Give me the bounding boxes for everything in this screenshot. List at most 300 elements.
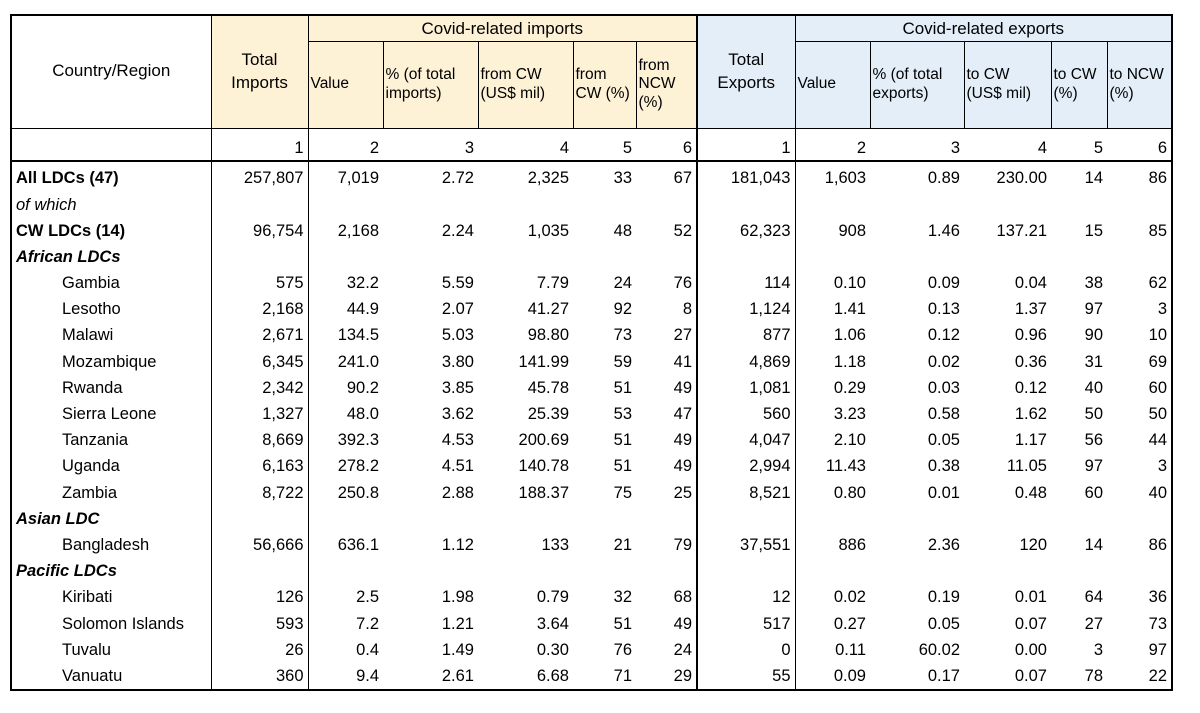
imports-cell-6: 49	[636, 611, 697, 637]
exports-cell-4	[964, 558, 1051, 584]
imports-cell-3: 1.21	[441, 614, 474, 633]
exports-column-number-3: 3	[870, 128, 964, 161]
exports-cell-4: 0.00	[1014, 640, 1047, 659]
exports-cell-5: 78	[1051, 663, 1107, 690]
exports-cell-5: 40	[1084, 378, 1103, 397]
imports-cell-3: 4.51	[441, 457, 474, 476]
imports-cell-1: 6,163	[211, 454, 308, 480]
imports-cell-3: 5.59	[441, 274, 474, 293]
exports-cell-2: 1,603	[824, 169, 866, 188]
exports-cell-5: 60	[1084, 483, 1103, 502]
imports-cell-5: 92	[613, 300, 632, 319]
imports-cell-1: 360	[211, 663, 308, 690]
imports-cell-4: 0.30	[536, 640, 569, 659]
row-label: Tuvalu	[11, 637, 211, 663]
column-number-blank	[11, 128, 211, 161]
exports-column-number-2: 2	[795, 128, 870, 161]
imports-cell-5: 51	[613, 378, 632, 397]
exports-cell-3: 0.02	[927, 352, 960, 371]
imports-cell-3	[383, 244, 478, 270]
table-row	[11, 532, 1172, 558]
imports-cell-1: 593	[211, 611, 308, 637]
imports-cell-2: 241.0	[337, 352, 379, 371]
exports-cell-5: 64	[1084, 588, 1103, 607]
exports-cell-2	[795, 244, 870, 270]
exports-cell-5	[1051, 192, 1107, 218]
exports-cell-6: 69	[1107, 349, 1172, 375]
imports-cell-6: 49	[636, 454, 697, 480]
imports-cell-5	[573, 244, 636, 270]
exports-cell-2: 0.09	[795, 663, 870, 690]
exports-cell-4: 0.96	[1014, 326, 1047, 345]
exports-cell-5: 14	[1084, 535, 1103, 554]
exports-cell-5	[1051, 244, 1107, 270]
exports-cell-6: 86	[1107, 166, 1172, 192]
exports-cell-1	[697, 244, 795, 270]
exports-cell-2: 0.10	[833, 274, 866, 293]
imports-cell-2: 250.8	[337, 483, 379, 502]
exports-cell-1: 560	[697, 401, 795, 427]
imports-subheader-2: % (of total imports)	[383, 41, 478, 128]
exports-cell-6: 22	[1107, 663, 1172, 690]
imports-subheader-3: from CW (US$ mil)	[478, 41, 573, 128]
exports-cell-2: 0.29	[833, 378, 866, 397]
exports-cell-3: 0.58	[927, 405, 960, 424]
exports-cell-2: 908	[838, 221, 866, 240]
imports-cell-6: 41	[636, 349, 697, 375]
imports-cell-1	[211, 558, 308, 584]
exports-cell-1	[697, 558, 795, 584]
exports-cell-4: 11.05	[1006, 457, 1047, 476]
imports-column-number-2: 2	[308, 128, 383, 161]
exports-cell-1: 55	[697, 663, 795, 690]
row-label: African LDCs	[11, 244, 211, 270]
imports-cell-5: 53	[613, 405, 632, 424]
exports-cell-3: 0.38	[927, 457, 960, 476]
exports-column-number-1: 1	[697, 128, 795, 161]
exports-cell-5: 56	[1084, 431, 1103, 450]
exports-cell-6: 97	[1107, 637, 1172, 663]
imports-cell-5: 48	[613, 221, 632, 240]
exports-cell-4: 0.01	[1014, 588, 1047, 607]
exports-cell-4: 0.07	[964, 663, 1051, 690]
exports-cell-1: 8,521	[697, 480, 795, 506]
imports-cell-4	[478, 506, 573, 532]
exports-cell-5: 50	[1084, 405, 1103, 424]
header-total-imports: Total Imports	[211, 15, 308, 128]
row-label: Malawi	[11, 323, 211, 349]
exports-cell-5: 38	[1084, 274, 1103, 293]
exports-cell-4: 1.62	[1014, 405, 1047, 424]
exports-cell-5	[1051, 558, 1107, 584]
imports-cell-6	[636, 558, 697, 584]
exports-subheader-4: to CW (%)	[1051, 41, 1107, 128]
row-label: Uganda	[11, 454, 211, 480]
imports-cell-5: 51	[613, 457, 632, 476]
table-row	[11, 270, 1172, 296]
imports-cell-6: 79	[636, 532, 697, 558]
imports-column-number-5: 5	[573, 128, 636, 161]
imports-cell-2: 636.1	[337, 535, 379, 554]
exports-cell-4: 230.00	[996, 169, 1047, 188]
imports-cell-2	[308, 506, 383, 532]
row-label: Rwanda	[11, 375, 211, 401]
imports-cell-1: 96,754	[211, 218, 308, 244]
row-label: Vanuatu	[11, 663, 211, 690]
imports-cell-6: 29	[636, 663, 697, 690]
exports-cell-6: 50	[1107, 401, 1172, 427]
imports-cell-5: 71	[573, 663, 636, 690]
imports-cell-2: 48.0	[346, 405, 379, 424]
imports-cell-4	[478, 244, 573, 270]
imports-cell-5: 32	[613, 588, 632, 607]
table-row	[11, 192, 1172, 218]
exports-column-number-5: 5	[1051, 128, 1107, 161]
exports-cell-5: 14	[1084, 169, 1103, 188]
table-row	[11, 166, 1172, 192]
exports-cell-5: 97	[1084, 300, 1103, 319]
exports-cell-4	[964, 192, 1051, 218]
imports-cell-6: 67	[636, 166, 697, 192]
exports-cell-6: 10	[1107, 323, 1172, 349]
exports-cell-6: 36	[1107, 585, 1172, 611]
exports-subheader-2: % (of total exports)	[870, 41, 964, 128]
imports-cell-2: 32.2	[346, 274, 379, 293]
imports-cell-3: 5.03	[441, 326, 474, 345]
imports-cell-5: 75	[613, 483, 632, 502]
imports-cell-4: 45.78	[527, 378, 569, 397]
header-covid-exports: Covid-related exports	[795, 15, 1172, 41]
exports-cell-6: 86	[1107, 532, 1172, 558]
imports-cell-3: 1.98	[441, 588, 474, 607]
exports-cell-2	[795, 558, 870, 584]
imports-cell-5	[573, 506, 636, 532]
imports-cell-6: 68	[636, 585, 697, 611]
imports-cell-2: 9.4	[308, 663, 383, 690]
exports-cell-3: 0.12	[927, 326, 960, 345]
exports-cell-6: 62	[1107, 270, 1172, 296]
imports-cell-5: 51	[613, 614, 632, 633]
row-label: All LDCs (47)	[11, 166, 211, 192]
imports-cell-3: 3.80	[441, 352, 474, 371]
exports-cell-6: 85	[1107, 218, 1172, 244]
imports-subheader-5: from NCW (%)	[636, 41, 697, 128]
imports-column-number-6: 6	[636, 128, 697, 161]
exports-cell-5: 3	[1093, 640, 1103, 659]
exports-cell-4	[964, 506, 1051, 532]
exports-column-number-4: 4	[964, 128, 1051, 161]
imports-cell-4: 188.37	[518, 483, 569, 502]
exports-cell-5	[1051, 506, 1107, 532]
row-label: Asian LDC	[11, 506, 211, 532]
exports-cell-5: 90	[1084, 326, 1103, 345]
exports-cell-2: 886	[838, 535, 866, 554]
imports-cell-1: 6,345	[211, 349, 308, 375]
table-row	[11, 663, 1172, 690]
imports-cell-5	[573, 192, 636, 218]
imports-cell-2	[308, 558, 383, 584]
imports-cell-3: 2.24	[441, 221, 474, 240]
exports-cell-2	[795, 192, 870, 218]
imports-cell-2: 2,168	[337, 221, 379, 240]
exports-cell-2: 1.18	[833, 352, 866, 371]
exports-cell-6	[1107, 558, 1172, 584]
imports-cell-4: 25.39	[527, 405, 569, 424]
imports-cell-3: 2.07	[441, 300, 474, 319]
table-row	[11, 558, 1172, 584]
imports-cell-2: 278.2	[337, 457, 379, 476]
exports-cell-3	[870, 558, 964, 584]
exports-column-number-6: 6	[1107, 128, 1172, 161]
exports-cell-1: 1,124	[697, 296, 795, 322]
table-row	[11, 585, 1172, 611]
row-label: Tanzania	[11, 427, 211, 453]
row-label: Mozambique	[11, 349, 211, 375]
exports-cell-4: 0.12	[1014, 378, 1047, 397]
imports-cell-1: 8,669	[211, 427, 308, 453]
imports-column-number-3: 3	[383, 128, 478, 161]
exports-cell-6: 73	[1107, 611, 1172, 637]
imports-cell-2: 44.9	[346, 300, 379, 319]
imports-cell-4	[478, 558, 573, 584]
exports-cell-1: 1,081	[697, 375, 795, 401]
exports-cell-3: 2.36	[927, 535, 960, 554]
exports-cell-2: 2.10	[833, 431, 866, 450]
imports-cell-1: 8,722	[211, 480, 308, 506]
exports-cell-5: 27	[1084, 614, 1103, 633]
exports-cell-3: 60.02	[918, 640, 960, 659]
imports-cell-2	[308, 192, 383, 218]
imports-cell-6: 24	[636, 637, 697, 663]
imports-cell-3: 2.88	[441, 483, 474, 502]
imports-cell-6: 76	[636, 270, 697, 296]
exports-cell-5: 31	[1084, 352, 1103, 371]
imports-cell-1: 2,168	[211, 296, 308, 322]
row-label: Zambia	[11, 480, 211, 506]
header-covid-imports: Covid-related imports	[308, 15, 697, 41]
table-row	[11, 218, 1172, 244]
imports-cell-6	[636, 244, 697, 270]
imports-subheader-1: Value	[308, 41, 383, 128]
imports-cell-4: 41.27	[527, 300, 569, 319]
table-row	[11, 480, 1172, 506]
exports-subheader-1: Value	[795, 41, 870, 128]
imports-cell-6: 52	[636, 218, 697, 244]
exports-cell-2: 0.02	[833, 588, 866, 607]
exports-cell-1	[697, 506, 795, 532]
exports-cell-1: 114	[697, 270, 795, 296]
imports-cell-4: 0.79	[536, 588, 569, 607]
table-row	[11, 349, 1172, 375]
table-row	[11, 323, 1172, 349]
exports-cell-3: 0.17	[870, 663, 964, 690]
imports-cell-5: 59	[613, 352, 632, 371]
table-row	[11, 244, 1172, 270]
imports-cell-1: 2,671	[211, 323, 308, 349]
imports-cell-1: 56,666	[211, 532, 308, 558]
exports-subheader-3: to CW (US$ mil)	[964, 41, 1051, 128]
exports-cell-4: 0.48	[1014, 483, 1047, 502]
exports-cell-1: 877	[697, 323, 795, 349]
exports-cell-3: 0.03	[927, 378, 960, 397]
imports-cell-2	[308, 244, 383, 270]
exports-cell-6: 3	[1107, 296, 1172, 322]
imports-cell-3: 1.49	[441, 640, 474, 659]
imports-cell-4: 140.78	[518, 457, 569, 476]
exports-cell-4: 1.17	[1014, 431, 1047, 450]
imports-cell-6: 25	[636, 480, 697, 506]
imports-cell-3: 2.72	[441, 169, 474, 188]
exports-cell-4: 0.04	[1014, 274, 1047, 293]
imports-column-number-4: 4	[478, 128, 573, 161]
exports-cell-1: 181,043	[697, 166, 795, 192]
exports-cell-6	[1107, 506, 1172, 532]
row-label: of which	[11, 192, 211, 218]
imports-cell-3: 2.61	[383, 663, 478, 690]
imports-cell-3	[383, 506, 478, 532]
covid-trade-table	[10, 14, 1173, 691]
table-row	[11, 375, 1172, 401]
imports-cell-4: 6.68	[478, 663, 573, 690]
exports-cell-6: 3	[1107, 454, 1172, 480]
imports-cell-3: 3.62	[441, 405, 474, 424]
exports-cell-3: 0.01	[927, 483, 960, 502]
header-country-region: Country/Region	[11, 15, 211, 128]
imports-cell-6: 49	[636, 427, 697, 453]
imports-cell-1: 126	[211, 585, 308, 611]
imports-cell-1	[211, 506, 308, 532]
exports-cell-4: 137.21	[996, 221, 1047, 240]
exports-cell-3: 0.05	[927, 431, 960, 450]
imports-cell-2: 7.2	[356, 614, 379, 633]
imports-cell-4: 1,035	[527, 221, 569, 240]
table-row	[11, 611, 1172, 637]
exports-cell-1: 0	[697, 637, 795, 663]
imports-cell-5	[573, 558, 636, 584]
exports-cell-3: 0.09	[927, 274, 960, 293]
exports-cell-2: 0.80	[833, 483, 866, 502]
imports-cell-1: 26	[211, 637, 308, 663]
exports-cell-2: 1.41	[833, 300, 866, 319]
exports-cell-1: 4,047	[697, 427, 795, 453]
imports-cell-6	[636, 506, 697, 532]
imports-cell-2: 392.3	[337, 431, 379, 450]
exports-cell-5: 15	[1084, 221, 1103, 240]
table-row	[11, 427, 1172, 453]
row-label: Gambia	[11, 270, 211, 296]
exports-cell-1: 62,323	[697, 218, 795, 244]
exports-cell-3	[870, 506, 964, 532]
imports-cell-3	[383, 192, 478, 218]
exports-cell-1: 12	[697, 585, 795, 611]
exports-cell-2: 0.27	[833, 614, 866, 633]
exports-cell-1: 4,869	[697, 349, 795, 375]
exports-cell-1: 2,994	[697, 454, 795, 480]
imports-cell-4: 3.64	[536, 614, 569, 633]
exports-cell-3: 0.13	[927, 300, 960, 319]
exports-cell-4: 0.07	[1014, 614, 1047, 633]
imports-cell-4: 133	[541, 535, 569, 554]
imports-cell-4: 200.69	[518, 431, 569, 450]
imports-subheader-4: from CW (%)	[573, 41, 636, 128]
exports-cell-3: 0.19	[927, 588, 960, 607]
imports-cell-4: 2,325	[527, 169, 569, 188]
exports-cell-3	[870, 244, 964, 270]
imports-cell-1	[211, 192, 308, 218]
exports-cell-5: 97	[1084, 457, 1103, 476]
row-label: CW LDCs (14)	[11, 218, 211, 244]
imports-cell-5: 24	[613, 274, 632, 293]
imports-cell-6	[636, 192, 697, 218]
exports-cell-4	[964, 244, 1051, 270]
imports-cell-5: 76	[613, 640, 632, 659]
imports-cell-3: 4.53	[441, 431, 474, 450]
imports-cell-3: 1.12	[441, 535, 474, 554]
imports-cell-5: 21	[613, 535, 632, 554]
imports-cell-4: 141.99	[518, 352, 569, 371]
exports-cell-1: 517	[697, 611, 795, 637]
exports-cell-2: 11.43	[825, 457, 866, 476]
imports-cell-1: 2,342	[211, 375, 308, 401]
exports-cell-2	[795, 506, 870, 532]
imports-cell-6: 8	[636, 296, 697, 322]
imports-cell-5: 51	[613, 431, 632, 450]
imports-cell-5: 33	[613, 169, 632, 188]
row-label: Lesotho	[11, 296, 211, 322]
exports-cell-3	[870, 192, 964, 218]
imports-column-number-1: 1	[211, 128, 308, 161]
imports-cell-4: 7.79	[536, 274, 569, 293]
imports-cell-6: 47	[636, 401, 697, 427]
exports-cell-1	[697, 192, 795, 218]
imports-cell-3: 3.85	[441, 378, 474, 397]
imports-cell-2: 90.2	[346, 378, 379, 397]
exports-cell-2: 1.06	[833, 326, 866, 345]
exports-cell-3: 0.05	[927, 614, 960, 633]
imports-cell-1: 1,327	[211, 401, 308, 427]
exports-cell-1: 37,551	[697, 532, 795, 558]
exports-cell-6	[1107, 192, 1172, 218]
imports-cell-2: 134.5	[337, 326, 379, 345]
exports-cell-6	[1107, 244, 1172, 270]
row-label: Bangladesh	[11, 532, 211, 558]
row-label: Solomon Islands	[11, 611, 211, 637]
imports-cell-4: 98.80	[527, 326, 569, 345]
imports-cell-2: 2.5	[356, 588, 379, 607]
row-label: Kiribati	[11, 585, 211, 611]
imports-cell-2: 0.4	[356, 640, 379, 659]
exports-cell-2: 3.23	[833, 405, 866, 424]
table-row	[11, 296, 1172, 322]
imports-cell-3	[383, 558, 478, 584]
exports-cell-6: 40	[1107, 480, 1172, 506]
table-row	[11, 637, 1172, 663]
exports-cell-4: 120	[1019, 535, 1047, 554]
exports-cell-3: 1.46	[927, 221, 960, 240]
exports-cell-4: 1.37	[1014, 300, 1047, 319]
imports-cell-2: 7,019	[337, 169, 379, 188]
exports-cell-3: 0.89	[927, 169, 960, 188]
imports-cell-6: 49	[636, 375, 697, 401]
table-row	[11, 401, 1172, 427]
imports-cell-5: 73	[613, 326, 632, 345]
imports-cell-1	[211, 244, 308, 270]
exports-subheader-5: to NCW (%)	[1107, 41, 1172, 128]
exports-cell-6: 44	[1107, 427, 1172, 453]
table-row	[11, 506, 1172, 532]
imports-cell-1: 575	[211, 270, 308, 296]
exports-cell-2: 0.11	[835, 640, 866, 659]
